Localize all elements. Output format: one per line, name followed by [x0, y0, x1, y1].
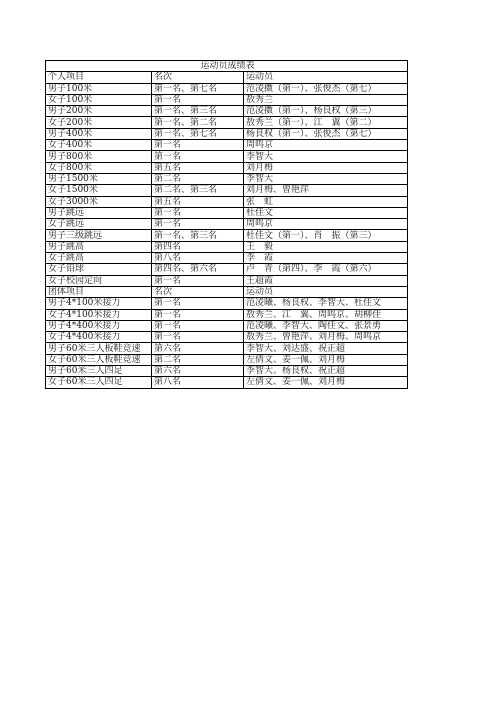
header-row: [46, 72, 408, 83]
table-row: [46, 230, 408, 241]
table-row: [46, 151, 408, 162]
rank-cell: 第八名: [152, 253, 244, 264]
event-cell: 女子100米: [46, 94, 152, 105]
athlete-cell: 李智大: [244, 151, 408, 162]
event-cell: 女子4*100米接力: [46, 309, 152, 320]
athlete-cell: 李 霞: [244, 253, 408, 264]
rank-cell: 第一名、第三名: [152, 230, 244, 241]
athlete-cell: 左倩文、姜一佩、刘月梅: [244, 354, 408, 365]
event-cell: 个人项目: [46, 72, 152, 83]
table-row: [46, 207, 408, 218]
rank-cell: 第五名: [152, 162, 244, 173]
athlete-cell: 敖秀兰、曾艳萍、刘月梅、周鸣京: [244, 332, 408, 343]
athlete-cell: 刘月梅、曾艳萍: [244, 185, 408, 196]
header-row: [46, 286, 408, 297]
rank-cell: 第二名、第三名: [152, 185, 244, 196]
event-cell: 女子800米: [46, 162, 152, 173]
sheet-title: 运动员成绩表: [46, 61, 408, 72]
title-row: [46, 61, 408, 72]
athlete-cell: 周鸣京: [244, 219, 408, 230]
athlete-cell: 杜佳文: [244, 207, 408, 218]
event-cell: 男子1500米: [46, 173, 152, 184]
event-cell: 女子60米三人板鞋竞速: [46, 354, 152, 365]
event-cell: 女子跳远: [46, 219, 152, 230]
athlete-cell: 李智大、杨良权、祝正超: [244, 366, 408, 377]
rank-cell: 第五名: [152, 196, 244, 207]
event-cell: 女子200米: [46, 117, 152, 128]
rank-cell: 第一名: [152, 94, 244, 105]
event-cell: 男子4*100米接力: [46, 298, 152, 309]
table-row: [46, 94, 408, 105]
table-row: [46, 128, 408, 139]
athlete-cell: 范凌曦、杨良权、李智大、杜佳文: [244, 298, 408, 309]
rank-cell: 第一名、第二名: [152, 117, 244, 128]
rank-cell: 第二名: [152, 354, 244, 365]
athlete-cell: 李智大: [244, 173, 408, 184]
table-row: [46, 173, 408, 184]
table-row: [46, 298, 408, 309]
table-row: [46, 320, 408, 331]
athlete-cell: 范凌曦、李智大、陶佳文、张景勇: [244, 320, 408, 331]
athlete-cell: 李智大、刘达盛、祝正超: [244, 343, 408, 354]
rank-cell: 第一名: [152, 151, 244, 162]
table-row: [46, 366, 408, 377]
table-row: [46, 162, 408, 173]
table-row: [46, 309, 408, 320]
table-row: [46, 332, 408, 343]
rank-cell: 第一名: [152, 320, 244, 331]
table-row: [46, 83, 408, 94]
athlete-cell: 运动员: [244, 72, 408, 83]
athlete-cell: 刘月梅: [244, 162, 408, 173]
rank-cell: 第一名: [152, 140, 244, 151]
table-row: [46, 106, 408, 117]
athlete-cell: 杨良权（第一）、张俊杰（第七）: [244, 128, 408, 139]
rank-cell: 第四名、第六名: [152, 264, 244, 275]
event-cell: 男子800米: [46, 151, 152, 162]
event-cell: 女子3000米: [46, 196, 152, 207]
event-cell: 男子跳远: [46, 207, 152, 218]
event-cell: 女子60米三人四足: [46, 377, 152, 388]
rank-cell: 第二名: [152, 173, 244, 184]
rank-cell: 第六名: [152, 366, 244, 377]
rank-cell: 第一名: [152, 275, 244, 286]
rank-cell: 名次: [152, 286, 244, 297]
athlete-cell: 王超霞: [244, 275, 408, 286]
rank-cell: 第一名、第七名: [152, 128, 244, 139]
table-row: [46, 377, 408, 388]
rank-cell: 第一名、第三名: [152, 106, 244, 117]
event-cell: 男子100米: [46, 83, 152, 94]
athlete-cell: 杜佳文（第一）、肖 振（第三）: [244, 230, 408, 241]
table-row: [46, 140, 408, 151]
table-row: [46, 253, 408, 264]
athlete-cell: 卢 青（第四）、李 霞（第六）: [244, 264, 408, 275]
rank-cell: 第一名: [152, 309, 244, 320]
athlete-cell: 周鸣京: [244, 140, 408, 151]
event-cell: 女子1500米: [46, 185, 152, 196]
rank-cell: 第一名、第七名: [152, 83, 244, 94]
athlete-cell: 范凌擞（第一）、张俊杰（第七）: [244, 83, 408, 94]
table-row: [46, 196, 408, 207]
event-cell: 团体项目: [46, 286, 152, 297]
table-row: [46, 241, 408, 252]
event-cell: 女子4*400米接力: [46, 332, 152, 343]
event-cell: 女子校园定向: [46, 275, 152, 286]
event-cell: 男子400米: [46, 128, 152, 139]
event-cell: 男子60米三人四足: [46, 366, 152, 377]
event-cell: 女子400米: [46, 140, 152, 151]
table-row: [46, 117, 408, 128]
table-row: [46, 275, 408, 286]
rank-cell: 第六名: [152, 343, 244, 354]
rank-cell: 第一名: [152, 298, 244, 309]
event-cell: 男子三级跳远: [46, 230, 152, 241]
table-row: [46, 354, 408, 365]
results-table-body: [46, 61, 408, 389]
athlete-cell: 运动员: [244, 286, 408, 297]
athlete-cell: 王 毅: [244, 241, 408, 252]
event-cell: 男子4*400米接力: [46, 320, 152, 331]
rank-cell: 第一名: [152, 207, 244, 218]
rank-cell: 第八名: [152, 377, 244, 388]
rank-cell: 第一名: [152, 219, 244, 230]
table-row: [46, 264, 408, 275]
rank-cell: 第四名: [152, 241, 244, 252]
event-cell: 女子跳高: [46, 253, 152, 264]
table-row: [46, 343, 408, 354]
rank-cell: 第一名: [152, 332, 244, 343]
table-row: [46, 219, 408, 230]
athlete-cell: 敖秀兰: [244, 94, 408, 105]
event-cell: 男子跳高: [46, 241, 152, 252]
athlete-cell: 左倩文、姜一佩、刘月梅: [244, 377, 408, 388]
athlete-cell: 范凌擞（第一）、杨良权（第三）: [244, 106, 408, 117]
event-cell: 女子铅球: [46, 264, 152, 275]
athlete-cell: 敖秀兰、江 翼、周鸣京、胡柳佳: [244, 309, 408, 320]
table-row: [46, 185, 408, 196]
results-table: [45, 60, 408, 389]
event-cell: 男子60米三人板鞋竞速: [46, 343, 152, 354]
event-cell: 男子200米: [46, 106, 152, 117]
athlete-cell: 张 虹: [244, 196, 408, 207]
athlete-cell: 敖秀兰（第一）、江 翼（第二）: [244, 117, 408, 128]
rank-cell: 名次: [152, 72, 244, 83]
